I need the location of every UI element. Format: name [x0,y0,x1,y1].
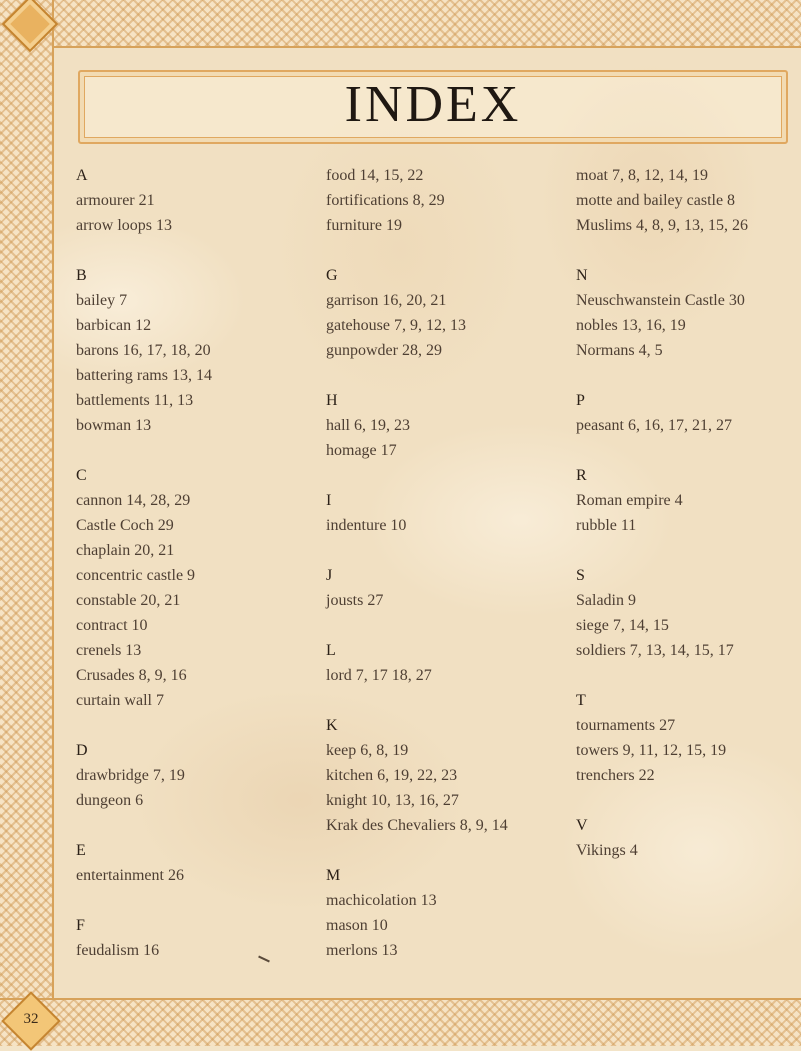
section-letter: P [576,392,585,409]
index-section [576,813,801,863]
index-section [576,163,801,238]
index-entry: homage 17 [326,442,397,459]
index-entry: crenels 13 [76,642,142,659]
index-entry: furniture 19 [326,217,402,234]
index-entry: feudalism 16 [76,942,160,959]
index-entry: hall 6, 19, 23 [326,417,410,434]
index-section [76,463,326,713]
index-entry: Castle Coch 29 [76,517,174,534]
index-entry: soldiers 7, 13, 14, 15, 17 [576,642,734,659]
index-entry: barons 16, 17, 18, 20 [76,342,211,359]
section-letter: V [576,817,588,834]
ornamental-border-bottom [0,998,801,1046]
index-entry: keep 6, 8, 19 [326,742,409,759]
index-entry: peasant 6, 16, 17, 21, 27 [576,417,732,434]
index-section [326,488,576,538]
index-entry: constable 20, 21 [76,592,181,609]
index-section [576,463,801,538]
index-entry: contract 10 [76,617,148,634]
index-section [576,388,801,438]
index-section [326,163,576,238]
index-section [576,263,801,363]
section-letter: A [76,167,88,184]
section-letter: M [326,867,341,884]
index-column-3 [576,163,801,888]
index-entry: Muslims 4, 8, 9, 13, 15, 26 [576,217,749,234]
section-letter: J [326,567,333,584]
index-entry: drawbridge 7, 19 [76,767,185,784]
index-section [76,913,326,963]
index-entry: dungeon 6 [76,792,144,809]
index-section [76,738,326,813]
page-title: INDEX [344,76,522,133]
section-letter: H [326,392,338,409]
index-entry: gatehouse 7, 9, 12, 13 [326,317,466,334]
index-entry: Krak des Chevaliers 8, 9, 14 [326,817,508,834]
index-entry: battering rams 13, 14 [76,367,212,384]
index-entry: trenchers 22 [576,767,655,784]
index-column-2 [326,163,576,988]
section-letter: T [576,692,586,709]
ornamental-border-top [0,0,801,48]
index-section [326,263,576,363]
section-letter: K [326,717,338,734]
index-entry: barbican 12 [76,317,152,334]
index-section [576,563,801,663]
section-letter: S [576,567,585,584]
index-entry: Roman empire 4 [576,492,683,509]
section-letter: F [76,917,85,934]
index-entry: tournaments 27 [576,717,676,734]
index-entry: Vikings 4 [576,842,638,859]
index-entry: fortifications 8, 29 [326,192,445,209]
index-column-1 [76,163,326,988]
section-letter: C [76,467,87,484]
index-entry: armourer 21 [76,192,155,209]
index-entry: entertainment 26 [76,867,184,884]
section-letter: I [326,492,332,509]
index-entry: rubble 11 [576,517,637,534]
index-entry: Normans 4, 5 [576,342,663,359]
section-letter: D [76,742,88,759]
index-entry: towers 9, 11, 12, 15, 19 [576,742,727,759]
index-section [76,838,326,888]
index-entry: bailey 7 [76,292,128,309]
ornamental-border-left [0,0,54,1044]
index-entry: jousts 27 [326,592,384,609]
index-entry: merlons 13 [326,942,398,959]
section-letter: R [576,467,587,484]
index-entry: Neuschwanstein Castle 30 [576,292,745,309]
index-entry: lord 7, 17 18, 27 [326,667,432,684]
index-entry: arrow loops 13 [76,217,172,234]
index-entry: Saladin 9 [576,592,636,609]
index-section [76,263,326,438]
index-section [326,863,576,963]
index-entry: curtain wall 7 [76,692,164,709]
index-section [326,713,576,838]
index-entry: chaplain 20, 21 [76,542,175,559]
index-section [76,163,326,238]
page-number: 32 [23,1011,39,1027]
index-entry: mason 10 [326,917,388,934]
index-entry: concentric castle 9 [76,567,196,584]
section-letter: E [76,842,86,859]
index-section [326,638,576,688]
section-letter: G [326,267,338,284]
index-section [326,388,576,463]
index-entry: knight 10, 13, 16, 27 [326,792,459,809]
index-entry: indenture 10 [326,517,407,534]
index-entry: gunpowder 28, 29 [326,342,442,359]
index-entry: machicolation 13 [326,892,437,909]
index-entry: garrison 16, 20, 21 [326,292,447,309]
index-entry: motte and bailey castle 8 [576,192,736,209]
index-entry: bowman 13 [76,417,152,434]
section-letter: B [76,267,87,284]
index-entry: cannon 14, 28, 29 [76,492,191,509]
section-letter: L [326,642,336,659]
section-letter: N [576,267,588,284]
index-entry: food 14, 15, 22 [326,167,424,184]
index-entry: siege 7, 14, 15 [576,617,669,634]
index-section [326,563,576,613]
index-entry: Crusades 8, 9, 16 [76,667,187,684]
index-entry: nobles 13, 16, 19 [576,317,686,334]
index-entry: battlements 11, 13 [76,392,194,409]
index-entry: kitchen 6, 19, 22, 23 [326,767,458,784]
index-entry: moat 7, 8, 12, 14, 19 [576,167,708,184]
index-section [576,688,801,788]
